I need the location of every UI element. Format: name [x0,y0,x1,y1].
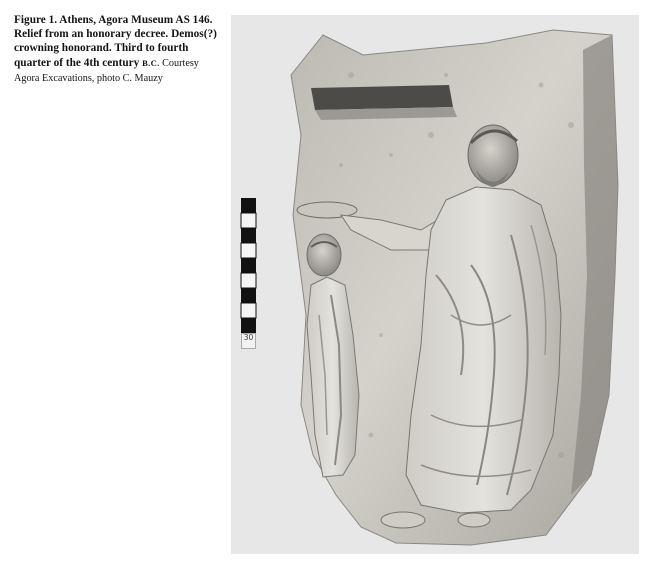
scale-block-7 [241,288,256,303]
top-ledge [311,85,453,110]
scale-block-5 [241,258,256,273]
figure-caption [14,13,222,86]
small-figure-head [307,234,341,276]
scale-block-4 [241,243,256,258]
scale-label: 30 [241,333,256,349]
caption-era: B.C. [142,57,160,68]
relief-illustration [231,15,639,554]
scale-block-1 [241,198,256,213]
foot-right [458,513,490,527]
scale-block-9 [241,318,256,333]
foot-left [381,512,425,528]
large-figure-head [468,125,518,185]
relief-photo [231,15,639,554]
caption-credit: Courtesy Agora Excavations, photo C. Mauzy [14,57,199,84]
scale-block-8 [241,303,256,318]
scale-block-3 [241,228,256,243]
scale-block-6 [241,273,256,288]
scale-bar [239,198,259,348]
scale-block-2 [241,213,256,228]
caption-title: Figure 1. Athens, Agora Museum AS 146. Relief from an honorary decree. Demos(?) crowning honorand. Third to fourth quarter of the 4th century [14,14,217,69]
